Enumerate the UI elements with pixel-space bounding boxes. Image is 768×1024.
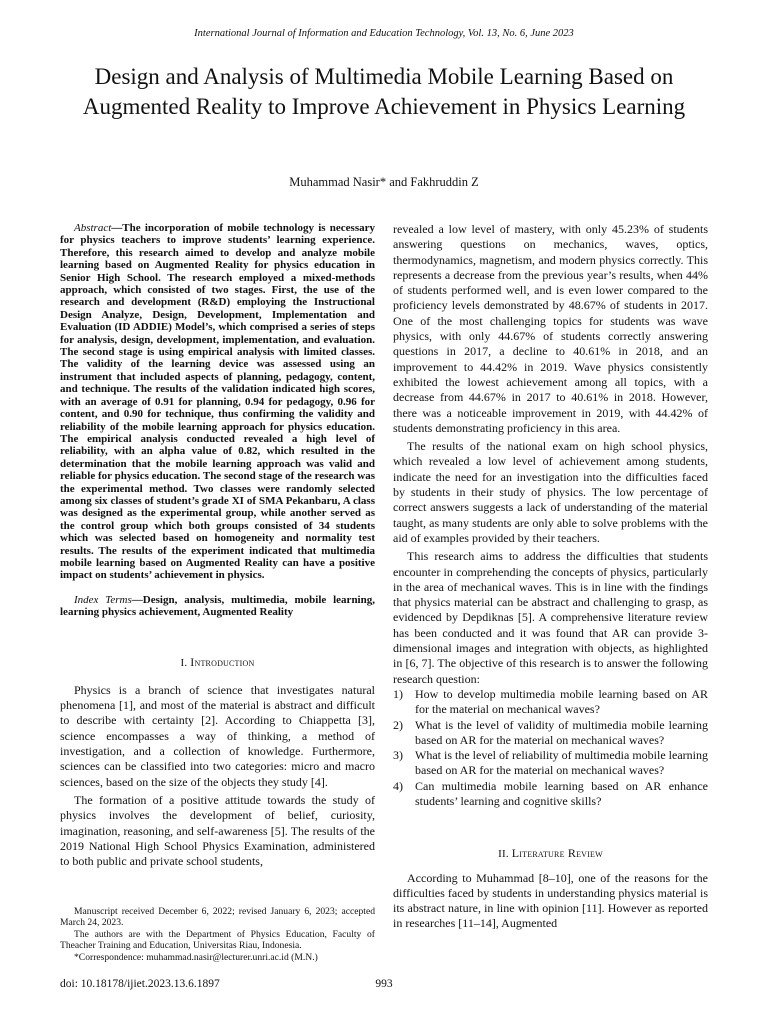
- question-text: What is the level of reliability of multimedia mobile learning based on AR for the material on mechanical waves?: [415, 748, 708, 778]
- research-question: [393, 687, 708, 718]
- research-question: [393, 718, 708, 749]
- question-number: 4): [393, 778, 403, 793]
- footnotes: [60, 906, 375, 963]
- literature-review-title: Literature Review: [511, 846, 603, 861]
- footnote-correspondence: *Correspondence: muhammad.nasir@lecturer.unri.ac.id (M.N.): [74, 951, 318, 963]
- abstract-text: The incorporation of mobile technology is necessary for physics teachers to improve students’ learning experience. Therefore, this research aimed to develop and analyze mobile learning based on Augmented Reality for physics education in Senior High School. The research employed a mixed-methods approach, which consisted of two stages. First, the use of the research and development (R&D) employing the Instructional Design Analyze, Design, Development, Implementation and Evaluation (ID ADDIE) Model’s, which comprised a series of steps for analysis, design, development, implementation, and evaluation. The second stage is using empirical analysis with limited classes. The validity of the learning device was assessed using an instrument that included aspects of planning, pedagogy, content, and technique. The results of the validation indicated high scores, with an average of 0.91 for planning, 0.94 for pedagogy, 0.96 for content, and 0.90 for technique, thus confirming the validity and reliability of the mobile learning approach for physics education. The empirical analysis conducted revealed a high level of reliability, with an alpha value of 0.82, which resulted in the determination that the mobile learning approach was valid and reliable for physics education. The second stage of the research was the experimental method. Two classes were randomly selected among six classes of student’s grade XI of SMA Pekanbaru, A class was designed as the experimental group, while another served as the control group which both groups consisted of 34 students which was selected based on homogeneity and normality test results. The results of the experiment indicated that multimedia mobile learning based on Augmented Reality can have a positive impact on students’ achievement in physics.: [60, 222, 375, 582]
- question-text: How to develop multimedia mobile learning based on AR for the material on mechanical waves?: [415, 686, 708, 717]
- footnote-affiliation: The authors are with the Department of Physics Education, Faculty of Theacher Training and Education, Universitas Riau, Indonesia.: [60, 928, 375, 952]
- question-number: 2): [393, 717, 403, 732]
- journal-header: International Journal of Information and Education Technology, Vol. 13, No. 6, June 2023: [194, 28, 574, 39]
- question-text: What is the level of validity of multimedia mobile learning based on AR for the material on mechanical waves?: [415, 717, 708, 747]
- abstract: [60, 222, 375, 582]
- question-text: Can multimedia mobile learning based on AR enhance students’ learning and cognitive skills?: [415, 778, 708, 808]
- research-question: [393, 779, 708, 810]
- research-questions-list: [393, 687, 708, 809]
- literature-review-heading: [393, 846, 708, 862]
- abstract-dash: —: [111, 222, 123, 234]
- introduction-title: Introduction: [190, 654, 255, 669]
- question-number: 3): [393, 748, 403, 763]
- question-number: 1): [393, 686, 403, 701]
- index-terms-text: Design, analysis, multimedia, mobile learning, learning physics achievement, Augmented Reality: [60, 593, 375, 619]
- index-terms: [60, 594, 375, 619]
- introduction-numeral: I.: [180, 656, 188, 669]
- author-list: Muhammad Nasir* and Fakhruddin Z: [289, 175, 479, 189]
- paper-title: Design and Analysis of Multimedia Mobile Learning Based on Augmented Reality to Improve Achievement in Physics Learning: [82, 64, 686, 119]
- abstract-label: Abstract: [74, 222, 112, 234]
- continued-paragraph: revealed a low level of mastery, with only 45.23% of students answering questions on mechanics, waves, optics, thermodynamics, magnetism, and modern physics correctly. This represents a decrease from the previous year’s results, when 44% of students performed well, and is even lower compared to the proficiency levels demonstrated by 48.67% of students in 2017. One of the most challenging topics for students was wave physics, with only 44.67% of students correctly answering questions in 2017, a decline to 40.61% in 2018, and an improvement to 44.42% in 2019. Wave physics consistently exhibited the lowest achievement among all topics, with a decrease from 44.67% in 2017 to 40.61% in 2018. However, there was a noticeable improvement in 2019, with 44.42% of students demonstrating proficiency in this area.: [393, 222, 708, 435]
- left-column: [60, 222, 375, 869]
- literature-paragraph: According to Muhammad [8–10], one of the reasons for the difficulties faced by students in understanding physics material is its abstract nature, in line with opinion [11]. However as reported in researches [11–14], Augmented: [393, 870, 708, 931]
- literature-review-numeral: II.: [498, 848, 509, 861]
- page-number: 993: [375, 978, 393, 990]
- index-terms-dash: —: [131, 593, 143, 606]
- doi-link[interactable]: doi: 10.18178/ijiet.2023.13.6.1897: [60, 978, 220, 990]
- introduction-heading: [60, 655, 375, 671]
- body-paragraph: The results of the national exam on high school physics, which revealed a low level of achievement among students, indicate the need for an investigation into the difficulties faced by students in their study of physics. The low percentage of correct answers suggests a lack of understanding of the material taught, as many students are only able to solve problems with the aid of examples provided by their teachers.: [393, 439, 708, 545]
- intro-paragraph: Physics is a branch of science that investigates natural phenomena [1], and most of the material is abstract and difficult to describe with certainty [2]. According to Chiappetta [3], science encompasses a way of thinking, a method of investigation, and a collection of knowledge. Furthermore, sciences can be classified into two categories: micro and macro sciences, based on the size of the objects they study [4].: [60, 682, 375, 789]
- right-column: [393, 222, 708, 932]
- index-terms-label: Index Terms: [74, 593, 132, 606]
- intro-paragraph: The formation of a positive attitude towards the study of physics involves the development of belief, curiosity, imagination, reasoning, and self-awareness [5]. The results of the 2019 National High School Physics Examination, administered to both public and private school students,: [60, 792, 375, 869]
- body-paragraph: This research aims to address the difficulties that students encounter in comprehending the concepts of physics, particularly in the area of mechanical waves. This is in line with the findings that physics material can be abstract and challenging to grasp, as evidenced by Depdiknas [5]. A comprehensive literature review has been conducted and it was found that AR can provide 3-dimensional images and integration with objects, as highlighted in [6, 7]. The objective of this research is to answer the following research question:: [393, 549, 708, 686]
- footnote-manuscript: Manuscript received December 6, 2022; revised January 6, 2023; accepted March 24, 2023.: [60, 906, 375, 929]
- research-question: [393, 748, 708, 779]
